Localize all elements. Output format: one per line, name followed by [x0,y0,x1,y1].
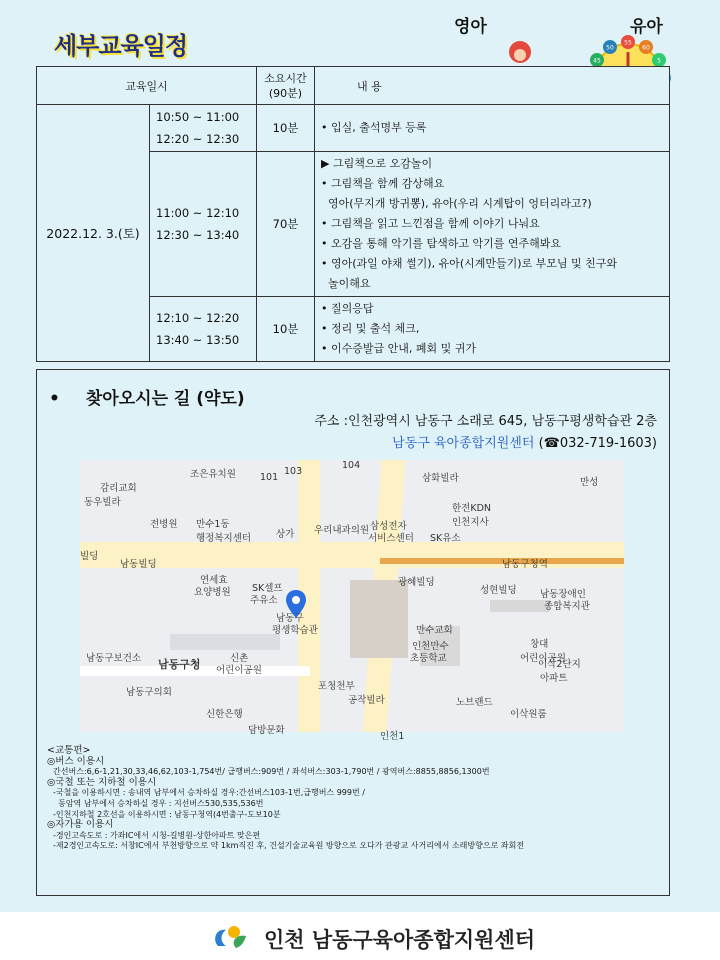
clock-number: 50 [606,44,614,52]
session-duration: 10분 [257,105,315,152]
map-label: 남동장애인 [540,589,586,600]
map-label: 평생학습관 [272,625,318,636]
map-label: 감리교회 [100,483,137,494]
map-label: 인천지사 [452,517,489,528]
map-label: 삼성전자 [370,521,407,532]
session-duration: 10분 [257,297,315,362]
map-label: 101 [260,472,279,483]
directions-title: • 찾아오시는 길 (약도) [49,389,245,409]
map-label: 104 [342,460,361,471]
schedule-table [36,66,670,362]
map-label: 이삭2단지 [538,659,581,670]
map-label: 아파트 [540,673,568,684]
address-text: 주소 :인천광역시 남동구 소래로 645, 남동구평생학습관 2층 [314,414,657,429]
page-title: 세부교육일정 [54,32,188,60]
table-row [37,105,670,152]
map-label: 인천만수 [412,641,449,652]
session-time: 10:50 ~ 11:00 12:20 ~ 12:30 [150,105,257,152]
map-label: 만수1동 [196,519,230,530]
map-label: SK유소 [430,533,461,544]
phone-number: (☎032-719-1603) [534,436,657,451]
map-label: 노브랜드 [456,697,493,708]
clock-number: 45 [593,57,601,65]
clock-number: 60 [642,44,650,52]
map-label: SK셀프 [252,583,283,594]
session-time: 12:10 ~ 12:20 13:40 ~ 13:50 [150,297,257,362]
map-label: 공작빌라 [348,695,385,706]
map-label: 성현빌딩 [480,585,517,596]
map-label: 남동구 [276,613,304,624]
directions-box [36,369,670,896]
header-date: 교육일시 [37,67,257,105]
session-content: • 입실, 출석명부 등록 [315,105,670,152]
map-label: 종합복지관 [544,601,590,612]
transportation-info: <교통편> ◎버스 이용시 간선버스:6,6-1,21,30,33,46,62,103-1,754번/ 급행버스:909번 / 좌석버스:303-1,790번 / 광역버스:8855,8856,1300번 ◎국철 또는 지하철 이용시 -국철을 이용하시면 : 송내역 남부에서 승차하실 경우:간선버스103-1번,급행버스 999번 / 동암역 남부에서 승차하실 경우 : 지선버스530,535,536번 -인천지하철 2호선을 이용하시면 : 남동구청역(4번출구-도보10분 ◎자가용 이용시 -경인고속도로 : 가좌IC에서 시청-길병원-상한아파트 맞은편 -제2경인고속도로: 서창IC에서 부천방향으로 약 1km직진 후, 건설기술교육원 방향으로 오다가 관광교 사거리에서 소래방향으로 좌회전 [47,745,525,851]
clock-number: 55 [624,39,632,47]
map-label: 담방문화 [248,725,285,736]
footer [0,912,720,960]
map-label: 어린이공원 [520,653,566,664]
header-content: 내 용 [315,67,670,105]
map-label: 포청천부 [318,681,355,692]
infant-label: 영아 [454,17,487,37]
map-label: 동우빌라 [84,497,121,508]
center-name: 남동구 육아종합지원센터 [392,436,535,451]
map-label: 요양병원 [194,587,231,598]
session-time: 11:00 ~ 12:10 12:30 ~ 13:40 [150,152,257,297]
session-date: 2022.12. 3.(토) [37,105,150,362]
toddler-label: 유아 [630,17,663,37]
map-label: 신한은행 [206,709,243,720]
session-content: ▶ 그림책으로 오감놀이 • 그림책을 함께 감상해요 영아(무지개 방귀뽕), 유아(우리 시계탑이 엉터리라고?) • 그림책을 읽고 느낀점을 함께 이야기 나눠요 • 오감을 통해 악기를 탐색하고 악기를 연주해봐요 • 영아(과일 야채 썰기), 유아(시계만들기)로 부모님 및 친구와 놀이해요 [315,152,670,297]
map-label: 광혜빌딩 [398,577,435,588]
map-label: 조은유치원 [190,469,236,480]
map-label: 남동구의회 [126,687,172,698]
center-org-name: 인천 남동구육아종합지원센터 [264,928,536,952]
map-label: 창대 [530,639,549,650]
clock-number: 5 [657,57,661,65]
center-contact [392,432,657,451]
header-duration: 소요시간 (90분) [257,67,315,105]
session-content: • 질의응답 • 정리 및 출석 체크, • 이수증발급 안내, 폐회 및 귀가 [315,297,670,362]
map-label: 어린이공원 [216,665,262,676]
map-label: 103 [284,466,303,477]
map-label: 이삭원룸 [510,709,547,720]
map-label: 주유소 [250,595,278,606]
map-label: 인천1 [380,731,405,742]
map-label: 전병원 [150,519,178,530]
map-label: 남동빌딩 [120,559,157,570]
map-label: 상가 [276,529,295,540]
map-label: 행정복지센터 [196,533,252,544]
map-label: 우리내과의원 [314,525,370,536]
map-label: 남동구청 [158,658,201,671]
map-label: 남동구청역 [502,559,548,570]
table-header-row [37,67,670,105]
center-logo-icon [210,922,256,952]
map-label: 서비스센터 [368,533,414,544]
map-label: 남동구보건소 [86,653,142,664]
location-map[interactable] [80,460,624,742]
session-duration: 70분 [257,152,315,297]
map-label: 삼화빌라 [422,473,459,484]
map-label: 연세효 [200,575,228,586]
map-label: 한전KDN [452,503,492,514]
map-label: 만수교회 [416,625,453,636]
map-label: 빌딩 [80,551,99,562]
map-label: 신촌 [230,653,249,664]
map-label: 초등학교 [410,653,447,664]
map-label: 만성 [580,477,599,488]
